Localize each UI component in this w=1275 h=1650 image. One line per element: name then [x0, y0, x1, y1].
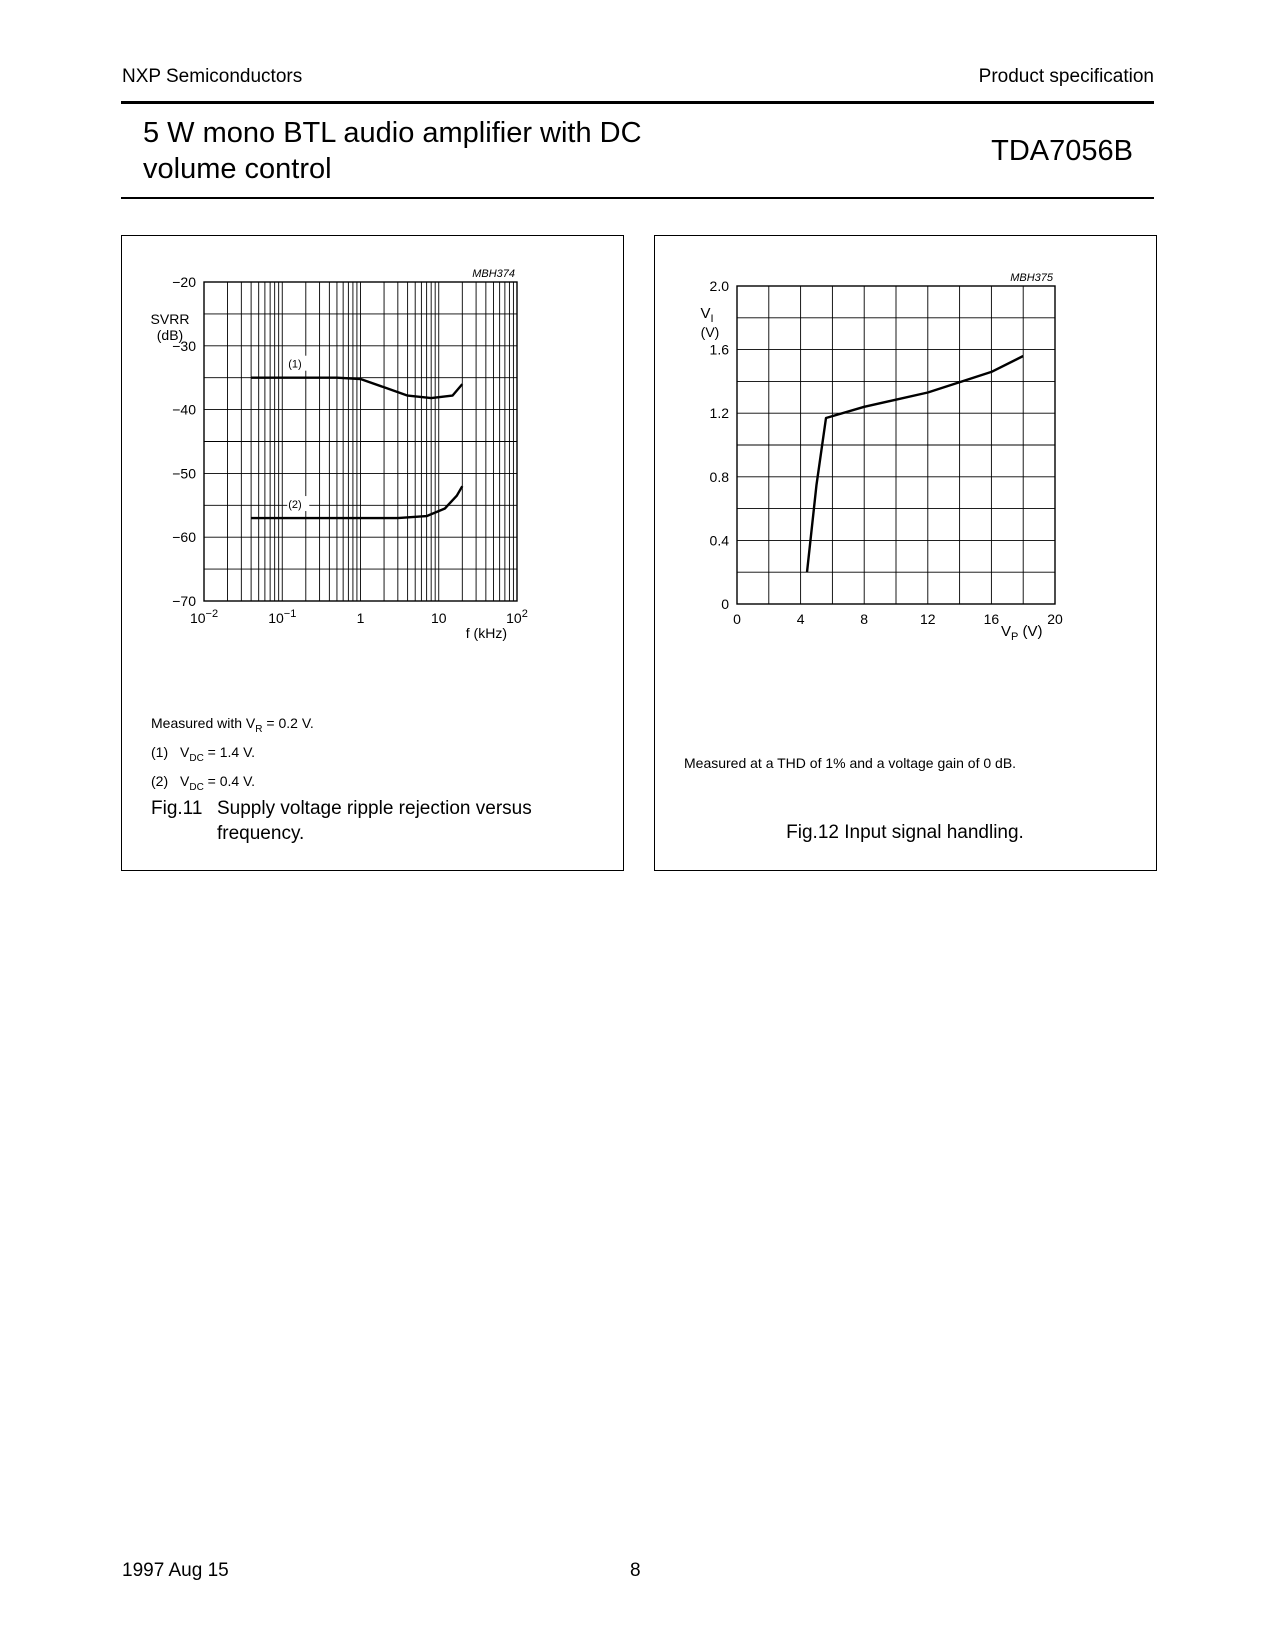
- y-tick-label: 1.6: [709, 341, 729, 358]
- title-line-2: volume control: [143, 153, 332, 185]
- note-text: = 0.2 V.: [262, 715, 314, 731]
- y-tick-label: 2.0: [709, 278, 729, 294]
- figure-code: MBH374: [472, 268, 515, 280]
- y-tick-label: −40: [172, 401, 196, 418]
- title-line-1: 5 W mono BTL audio amplifier with DC: [143, 117, 642, 149]
- figure-11-notes: [151, 712, 314, 798]
- y-tick-label: −70: [172, 593, 196, 609]
- x-tick-label: 16: [983, 611, 1000, 627]
- x-tick-label: 12: [920, 611, 936, 627]
- note-text: = 1.4 V.: [203, 743, 256, 760]
- figure-12-chart: [655, 236, 1155, 676]
- y-tick-label: −30: [172, 337, 196, 354]
- note-label: (2): [151, 772, 169, 789]
- company-name: NXP Semiconductors: [122, 66, 303, 87]
- input-handling-chart: [655, 236, 1155, 676]
- x-tick-label: $10^2$: [506, 608, 528, 626]
- document-title: [143, 115, 703, 187]
- figure-12-note: Measured at a THD of 1% and a voltage gain of 0 dB.: [684, 755, 1017, 771]
- svrr-chart: [122, 236, 622, 676]
- document-type: Product specification: [978, 66, 1154, 87]
- series-label-1: (1): [288, 358, 302, 371]
- figure-11-panel: [121, 235, 624, 871]
- note-text: Measured with V: [151, 715, 256, 731]
- note-1: [151, 741, 314, 770]
- caption-line-2: frequency.: [217, 823, 305, 844]
- caption-line-1: Supply voltage ripple rejection versus: [217, 798, 532, 819]
- x-tick-label: 20: [1047, 611, 1063, 627]
- y-axis-label: $V_I$: [700, 305, 714, 325]
- series-label-2: (2): [288, 499, 302, 512]
- x-axis-label: $V_P$ (V): [1001, 623, 1043, 643]
- figure-11-label: Fig.11: [151, 798, 203, 819]
- x-tick-label: 10: [430, 610, 447, 626]
- x-tick-label: 0: [733, 611, 741, 627]
- y-tick-label: −60: [172, 529, 196, 546]
- note-subscript: R: [255, 723, 263, 735]
- note-text: V: [180, 772, 190, 789]
- part-number: TDA7056B: [991, 135, 1133, 167]
- footer-date: 1997 Aug 15: [122, 1560, 229, 1581]
- title-rule: [121, 197, 1154, 199]
- series-line-1: [807, 356, 1023, 572]
- x-tick-label: $10^{-2}$: [189, 608, 219, 626]
- note-subscript: DC: [189, 781, 204, 793]
- figure-12-panel: [654, 235, 1157, 871]
- note-text: = 0.4 V.: [203, 772, 256, 789]
- x-tick-label: 1: [356, 610, 365, 626]
- x-axis-label: f (kHz): [465, 625, 507, 641]
- y-axis-unit: (dB): [156, 327, 184, 343]
- x-tick-label: 8: [860, 611, 869, 627]
- note-text: V: [180, 743, 190, 760]
- page-number: 8: [630, 1560, 641, 1581]
- y-tick-label: −50: [172, 465, 196, 482]
- y-tick-label: −20: [172, 274, 196, 290]
- figure-code: MBH375: [1010, 272, 1053, 284]
- measured-note: [151, 712, 314, 741]
- note-label: (1): [151, 743, 169, 760]
- x-tick-label: $10^{-1}$: [268, 608, 297, 626]
- header-rule: [121, 101, 1154, 104]
- y-tick-label: 0: [721, 596, 729, 612]
- figure-11-caption: [151, 796, 532, 846]
- y-axis-label: SVRR: [150, 311, 190, 327]
- y-tick-label: 0.4: [709, 532, 729, 549]
- x-tick-label: 4: [796, 611, 805, 627]
- y-tick-label: 1.2: [709, 405, 729, 422]
- note-2: [151, 770, 314, 799]
- y-tick-label: 0.8: [709, 468, 729, 485]
- figure-11-chart: [122, 236, 622, 676]
- figure-12-caption: Fig.12 Input signal handling.: [786, 822, 1024, 843]
- note-subscript: DC: [189, 752, 204, 764]
- y-axis-unit: (V): [700, 324, 720, 340]
